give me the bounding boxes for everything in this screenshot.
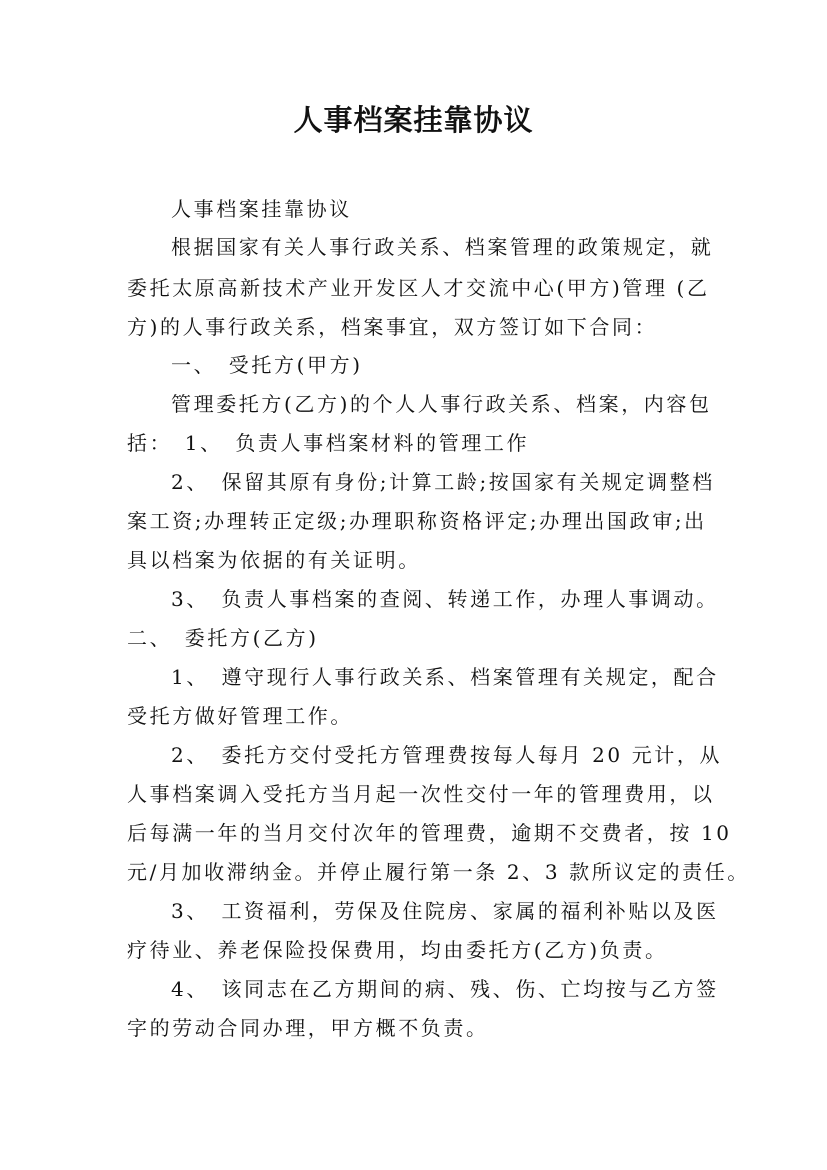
text-line: 管理委托方(乙方)的个人人事行政关系、档案，内容包 [171,392,712,416]
document-title: 人事档案挂靠协议 [293,103,534,137]
text-line: 2、 委托方交付受托方管理费按每人每月 20 元计，从 [171,743,723,767]
text-line: 字的劳动合同办理，甲方概不负责。 [127,1016,489,1040]
text-line: 委托太原高新技术产业开发区人才交流中心(甲方)管理 (乙 [127,276,710,300]
text-line: 受托方做好管理工作。 [127,704,353,728]
text-line: 2、 保留其原有身份;计算工龄;按国家有关规定调整档 [171,470,715,494]
text-line: 根据国家有关人事行政关系、档案管理的政策规定，就 [171,235,714,259]
text-line: 3、 工资福利，劳保及住院房、家属的福利补贴以及医 [171,899,719,923]
text-line: 二、 委托方(乙方) [127,626,319,650]
text-line: 人事档案挂靠协议 [171,197,352,221]
text-line: 1、 遵守现行人事行政关系、档案管理有关规定，配合 [171,665,719,689]
text-line: 3、 负责人事档案的查阅、转递工作，办理人事调动。 [171,587,719,611]
text-line: 方)的人事行政关系，档案事宜，双方签订如下合同： [127,315,658,339]
text-line: 案工资;办理转正定级;办理职称资格评定;办理出国政审;出 [127,509,707,533]
text-line: 元/月加收滞纳金。并停止履行第一条 2、3 款所议定的责任。 [127,860,750,884]
text-line: 人事档案调入受托方当月起一次性交付一年的管理费用，以 [127,782,715,806]
text-line: 一、 受托方(甲方) [171,353,363,377]
text-line: 具以档案为依据的有关证明。 [127,548,421,572]
text-line: 疗待业、养老保险投保费用，均由委托方(乙方)负责。 [127,938,668,962]
text-line: 后每满一年的当月交付次年的管理费，逾期不交费者，按 10 [127,821,732,845]
text-line: 4、 该同志在乙方期间的病、残、伤、亡均按与乙方签 [171,977,719,1001]
text-line: 括： 1、 负责人事档案材料的管理工作 [127,431,530,455]
